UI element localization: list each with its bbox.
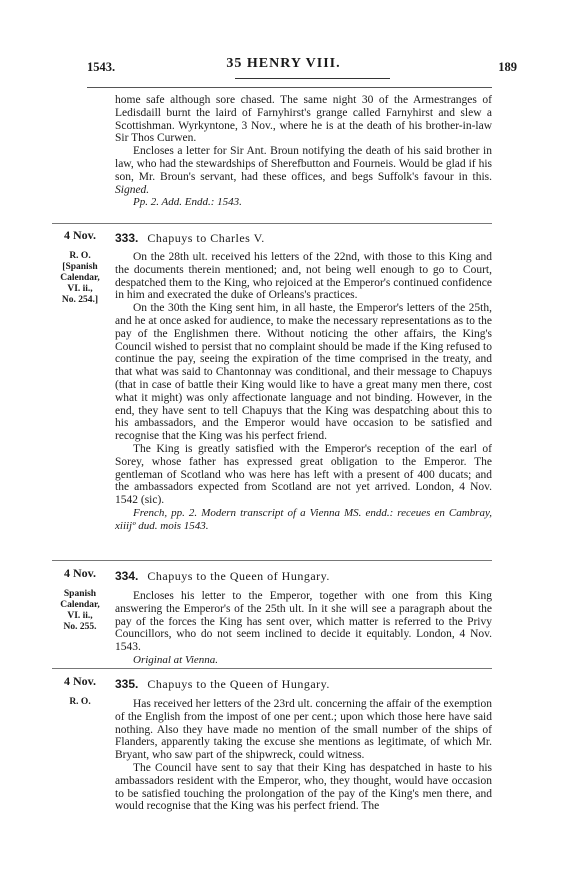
reference: No. 254.] — [61, 295, 99, 305]
reference: R. O. — [69, 697, 91, 707]
entry-335-heading — [115, 677, 492, 692]
entry-335-margin — [52, 674, 108, 708]
entry-note: Original at Vienna. — [133, 653, 219, 666]
reference: Spanish — [63, 589, 97, 599]
paragraph: Encloses his letter to the Emperor, together with one from this King answering the Emperor's of the 25th ult. In it she will see a paragraph about the pay of the forces the King has sent over, which matter is referred to the Privy Councillors, who do not seem inclined to decide it equitably. London, 4 Nov. 1543. — [115, 590, 492, 654]
running-title: 35 HENRY VIII. — [226, 56, 341, 71]
reference: No. 255. — [63, 622, 97, 632]
entry-date: 4 Nov. — [63, 228, 96, 242]
page-number: 189 — [498, 60, 517, 74]
entry-title: Chapuys to Charles V. — [147, 231, 265, 245]
entry-separator — [52, 668, 492, 669]
reference: VI. ii., — [67, 284, 93, 294]
paragraph: The Council have sent to say that their King has despatched in haste to his ambassadors resident with the Emperor, who, they thought, would have occasion to be satisfied touching the prolongation of the pay of the King's men there, and would recognise that the King was his perfect friend. The — [115, 761, 492, 813]
entry-date: 4 Nov. — [63, 566, 96, 580]
entry-334-body — [115, 590, 492, 667]
paragraph: The King is greatly satisfied with the Emperor's reception of the earl of Sorey, whose father has expressed great obligation to the Emperor. The gentleman of Scotland who was here has left with a present of 400 ducats; and the ambassadors expected from Scotland are not yet arrived. London, 4 Nov. 1542 (sic). — [115, 442, 492, 507]
entry-334-heading — [115, 569, 492, 584]
entry-date: 4 Nov. — [63, 674, 96, 688]
entry-number: 334. — [115, 569, 139, 583]
reference: Calendar, — [60, 273, 100, 283]
reference: R. O. — [69, 251, 91, 261]
entry-title: Chapuys to the Queen of Hungary. — [147, 569, 330, 583]
entry-title: Chapuys to the Queen of Hungary. — [147, 677, 330, 691]
paragraph: On the 28th ult. received his letters of the 22nd, with those to this King and the documents therein mentioned; and, not being well enough to go to Court, despatched them to the King, who rejoiced at the Emperor's continued confidence in him and execrated the duke of Orleans's practices. — [115, 251, 492, 302]
reference: VI. ii., — [67, 611, 93, 621]
paragraph: On the 30th the King sent him, in all haste, the Emperor's letters of the 25th, and he at once asked for audience, to make the necessary representations as to the pay of the Englishmen there. Without noticing the other affairs, the King's Council wished to persist that no complaint should be made if the King refused to continue the pay, seeing the expiration of the time comprised in the treaty, and that what was said to Chantonnay was conditional, and their message to Chapuys (that in case of battle their King would like to have a great many men there, cost what it might) was only affectionate language and not binding. However, in the end, they have sent to tell Chapuys that the King was despatching about this to his ambassadors, and the Emperor would have occasion to be satisfied and recognise that the King was his perfect friend. — [115, 302, 492, 443]
signed-note: Signed. — [115, 183, 150, 196]
entry-separator — [52, 223, 492, 224]
title-rule — [235, 78, 390, 79]
entry-333-body — [115, 251, 492, 533]
entry-334-margin — [52, 566, 108, 633]
continuation-note: Pp. 2. Add. Endd.: 1543. — [133, 196, 242, 209]
reference: Calendar, — [60, 600, 100, 610]
entry-333-margin — [52, 228, 108, 306]
entry-number: 335. — [115, 677, 139, 691]
entry-333-heading — [115, 231, 492, 246]
entry-335-body — [115, 698, 492, 813]
reference: [Spanish — [62, 262, 98, 272]
continuation-text: home safe although sore chased. The same night 30 of the Armestranges of Ledisdaill burnt the laird of Farnyhirst's grange called Farnyhirst and slew a Scottishman. Wyrkyntone, 3 Nov., where he is at the death of his brother-in-law Sir Thos Curwen. — [115, 94, 492, 145]
entry-separator — [52, 560, 492, 561]
continuation-text-2: Encloses a letter for Sir Ant. Broun notifying the death of his said brother in law, who had the stewardships of Sherefbutton and Fourneis. Would be glad if his son, Mr. Broun's servant, had these offices, and begs Suffolk's favour in this. Signed. — [115, 145, 492, 196]
paragraph: Has received her letters of the 23rd ult. concerning the affair of the exemption of the English from the impost of one per cent.; upon which those here have said nothing. Also they have made no mention of the small number of the ships of Flanders, apparently taking the excuse she mentions as legitimate, of which Mr. Bryant, who saw part of the shipwreck, could witness. — [115, 698, 492, 762]
entry-note: French, pp. 2. Modern transcript of a Vienna MS. endd.: receues en Cambray, xiiijº dud. mois 1543. — [115, 506, 492, 532]
entry-number: 333. — [115, 231, 139, 245]
running-year: 1543. — [87, 60, 116, 74]
header-rule — [87, 87, 492, 88]
continuation-block — [115, 94, 492, 209]
